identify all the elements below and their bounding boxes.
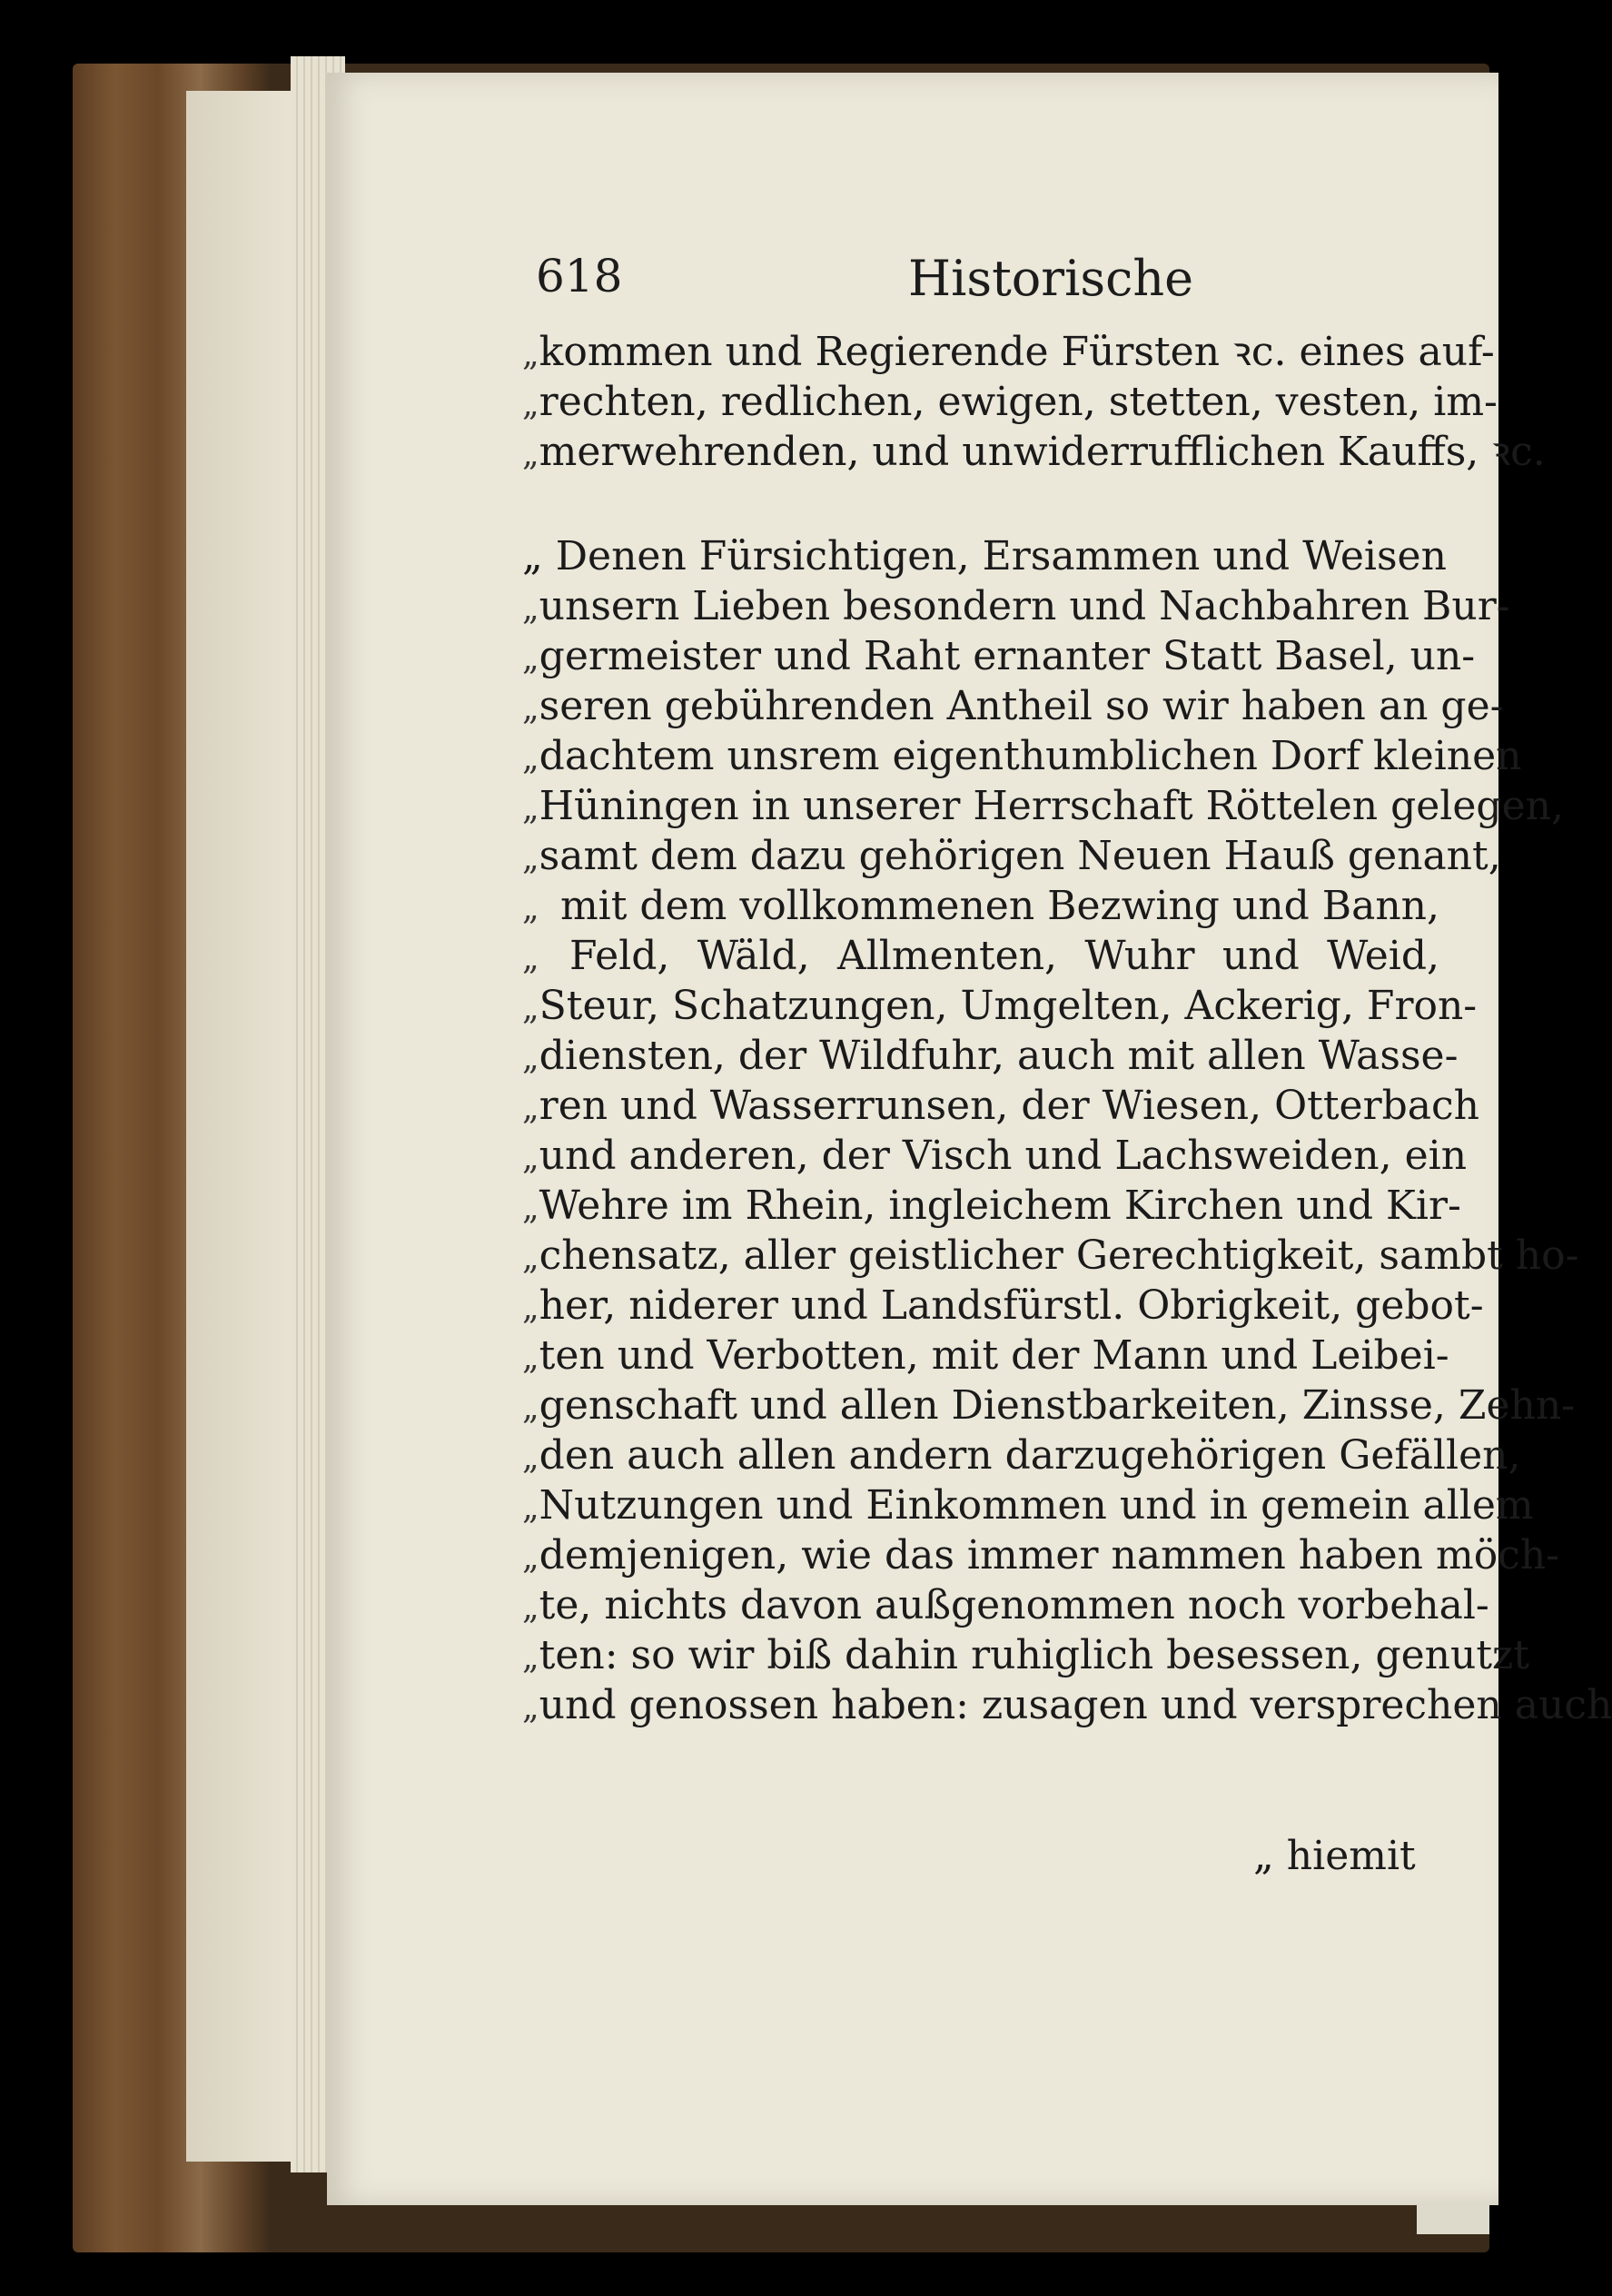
text-line — [522, 681, 1504, 732]
quote-mark: „ — [522, 1489, 539, 1527]
text-line — [522, 1231, 1579, 1282]
text-line — [522, 1580, 1489, 1631]
quote-mark: „ — [522, 1290, 539, 1327]
text-line — [522, 981, 1478, 1032]
quote-mark: „ — [522, 386, 539, 423]
quote-mark: „ — [522, 336, 539, 373]
quote-mark: „ — [522, 1340, 539, 1377]
running-title: Historische — [908, 250, 1194, 307]
quote-mark: „ — [522, 1639, 539, 1677]
text-line — [522, 1181, 1461, 1232]
quote-mark: „ — [522, 1390, 539, 1427]
line-text: „ Denen Fürsichtigen, Ersammen und Weisen — [522, 533, 1447, 579]
line-text: germeister und Raht ernanter Statt Basel, un- — [539, 633, 1476, 679]
line-text: unsern Lieben besondern und Nachbahren Bur- — [539, 583, 1510, 629]
text-line — [522, 1630, 1529, 1681]
text-line — [522, 531, 1447, 582]
quote-mark: „ — [522, 1040, 539, 1077]
back-page — [186, 91, 295, 2162]
text-line — [522, 1131, 1468, 1182]
text-line — [522, 731, 1522, 782]
line-text: samt dem dazu gehörigen Neuen Hauß genant, — [539, 833, 1501, 879]
line-text: Steur, Schatzungen, Umgelten, Ackerig, Fron- — [539, 983, 1478, 1029]
line-text: dachtem unsrem eigenthumblichen Dorf kleinen — [539, 733, 1522, 779]
text-line — [522, 427, 1546, 478]
line-text: und genossen haben: zusagen und versprechen auch — [539, 1682, 1612, 1728]
text-line — [522, 1381, 1576, 1431]
quote-mark: „ — [522, 740, 539, 777]
quote-mark: „ — [522, 1440, 539, 1477]
text-line — [522, 1680, 1612, 1731]
quote-mark: „ — [522, 590, 539, 628]
text-line — [522, 831, 1501, 882]
page-header — [536, 250, 1444, 322]
line-text: ten: so wir biß dahin ruhiglich besessen, genutzt — [539, 1632, 1529, 1678]
text-line — [522, 1081, 1479, 1132]
quote-mark: „ — [522, 690, 539, 727]
quote-mark: „ — [522, 1140, 539, 1177]
text-line — [522, 1480, 1534, 1531]
text-line — [522, 377, 1498, 428]
catchword: „ hiemit — [1253, 1833, 1416, 1879]
quote-mark: „ — [522, 1689, 539, 1727]
line-text: rechten, redlichen, ewigen, stetten, vesten, im- — [539, 379, 1498, 425]
quote-mark: „ — [522, 1090, 539, 1127]
line-text: kommen und Regierende Fürsten ꝛc. eines auf- — [539, 329, 1495, 375]
line-text: demjenigen, wie das immer nammen haben möch- — [539, 1532, 1560, 1578]
quote-mark: „ — [522, 1539, 539, 1577]
line-text: te, nichts davon außgenommen noch vorbehal- — [539, 1582, 1489, 1628]
text-line — [522, 327, 1495, 378]
text-line — [522, 1281, 1484, 1331]
quote-mark: „ — [522, 890, 539, 927]
quote-mark: „ — [522, 840, 539, 877]
line-text: und anderen, der Visch und Lachsweiden, ein — [539, 1133, 1468, 1179]
text-line — [522, 1031, 1459, 1082]
text-line — [522, 881, 1439, 932]
quote-mark: „ — [522, 1589, 539, 1627]
line-text: genschaft und allen Dienstbarkeiten, Zinsse, Zehn- — [539, 1382, 1576, 1429]
line-text: seren gebührenden Antheil so wir haben an ge- — [539, 683, 1504, 729]
text-line — [522, 1331, 1449, 1381]
text-line — [522, 631, 1476, 682]
quote-mark: „ — [522, 990, 539, 1027]
text-line — [522, 781, 1564, 832]
line-text: Hüningen in unserer Herrschaft Röttelen gelegen, — [539, 783, 1564, 829]
text-line — [522, 1430, 1521, 1481]
quote-mark: „ — [522, 1240, 539, 1277]
quote-mark: „ — [522, 790, 539, 827]
line-text: ren und Wasserrunsen, der Wiesen, Otterbach — [539, 1083, 1479, 1129]
quote-mark: „ — [522, 1190, 539, 1227]
line-text: chensatz, aller geistlicher Gerechtigkeit, sambt ho- — [539, 1232, 1579, 1279]
text-line — [522, 1530, 1560, 1581]
line-text: diensten, der Wildfuhr, auch mit allen Wasse- — [539, 1033, 1459, 1079]
line-text: mit dem vollkommenen Bezwing und Bann, — [559, 883, 1439, 929]
line-text: merwehrenden, und unwiderrufflichen Kauffs, ꝛc. — [539, 429, 1546, 475]
text-line — [522, 931, 1439, 982]
line-text: Nutzungen und Einkommen und in gemein allem — [539, 1482, 1534, 1529]
text-line — [522, 477, 1439, 528]
line-text: ten und Verbotten, mit der Mann und Leibei- — [539, 1332, 1449, 1379]
quote-mark: „ — [522, 940, 539, 977]
line-text: her, niderer und Landsfürstl. Obrigkeit, gebot- — [539, 1282, 1484, 1329]
line-text: den auch allen andern darzugehörigen Gefällen, — [539, 1432, 1521, 1479]
quote-mark: „ — [522, 640, 539, 678]
line-text: Feld, Wäld, Allmenten, Wuhr und Weid, — [569, 933, 1439, 979]
page-number: 618 — [536, 250, 623, 302]
quote-mark: „ — [522, 436, 539, 473]
text-line — [522, 581, 1510, 632]
line-text: Wehre im Rhein, ingleichem Kirchen und Kir- — [539, 1183, 1461, 1229]
